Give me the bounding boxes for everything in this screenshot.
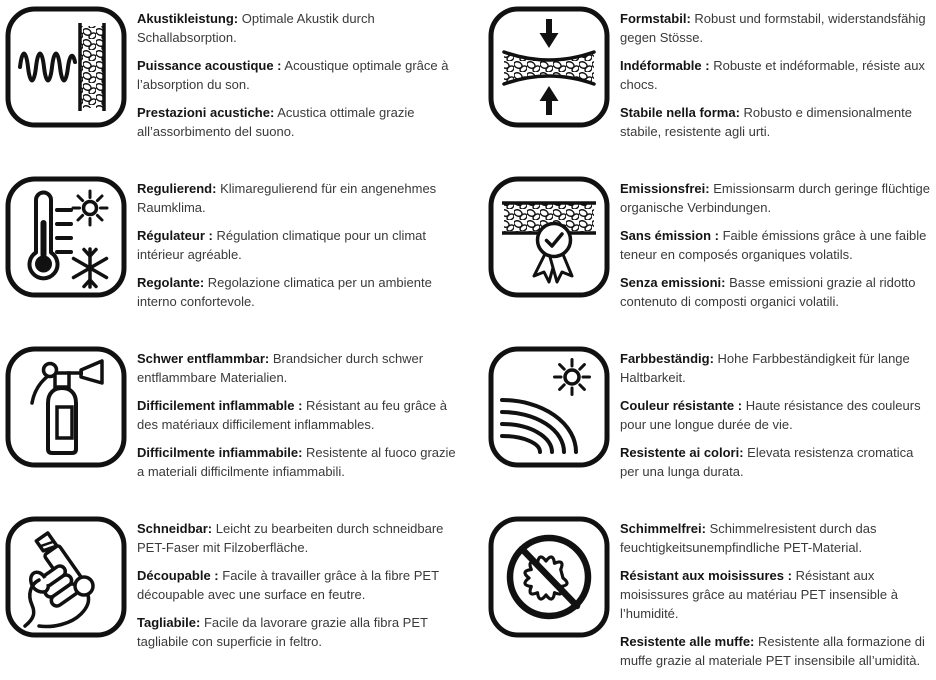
text-fr <box>620 56 932 94</box>
text-it <box>620 103 932 141</box>
text-fr <box>620 226 932 264</box>
text-fr <box>620 396 932 434</box>
label-de: Schneidbar: <box>137 521 213 536</box>
label-fr: Puissance acoustique : <box>137 58 282 73</box>
body-de: Brandsicher durch schwer entflammbare Materialien. <box>137 351 424 385</box>
label-fr: Régulateur : <box>137 228 213 243</box>
label-de: Schimmelfrei: <box>620 521 706 536</box>
body-it: Resistente al fuoco grazie a materiali difficilmente infiammabili. <box>137 445 456 479</box>
body-it: Acustica ottimale grazie all’assorbimento del suono. <box>137 105 415 139</box>
body-it: Basse emissioni grazie al ridotto contenuto di composti organici volatili. <box>620 275 916 309</box>
feature-texts <box>137 176 464 320</box>
label-it: Resistente alle muffe: <box>620 634 755 649</box>
body-it: Elevata resistenza cromatica per una lunga durata. <box>620 445 914 479</box>
feature-texts <box>620 6 932 150</box>
body-de: Robust und formstabil, widerstandsfähig gegen Stösse. <box>620 11 926 45</box>
label-it: Prestazioni acustiche: <box>137 105 275 120</box>
material-certificate-ribbon-icon <box>488 176 610 298</box>
body-de: Klimaregulierend für ein angenehmes Raumklima. <box>137 181 437 215</box>
text-fr <box>137 226 464 264</box>
feature-climate-regulating <box>0 170 468 340</box>
label-fr: Sans émission : <box>620 228 719 243</box>
body-it: Regolazione climatica per un ambiente interno confortevole. <box>137 275 432 309</box>
text-de <box>137 349 464 387</box>
body-fr: Acoustique optimale grâce à l’absorption du son. <box>137 58 449 92</box>
text-it <box>620 632 932 670</box>
feature-texts <box>620 346 932 490</box>
feature-shape-stability <box>468 0 936 170</box>
no-mold-icon <box>488 516 610 638</box>
label-it: Senza emissioni: <box>620 275 726 290</box>
text-it <box>137 273 464 311</box>
feature-texts <box>137 346 464 490</box>
body-fr: Résistant aux moisissures grâce au matériau PET insensible à l’humidité. <box>620 568 898 621</box>
label-it: Stabile nella forma: <box>620 105 740 120</box>
body-fr: Régulation climatique pour un climat intérieur agréable. <box>137 228 427 262</box>
label-de: Emissionsfrei: <box>620 181 710 196</box>
feature-acoustic-performance <box>0 0 468 170</box>
text-it <box>137 443 464 481</box>
text-it <box>137 103 464 141</box>
fire-extinguisher-icon <box>5 346 127 468</box>
body-fr: Faible émissions grâce à une faible teneur en composés organiques volatils. <box>620 228 927 262</box>
compression-arrows-icon <box>488 6 610 128</box>
text-de <box>137 179 464 217</box>
body-fr: Haute résistance des couleurs pour une longue durée de vie. <box>620 398 921 432</box>
text-de <box>620 349 932 387</box>
body-fr: Facile à travailler grâce à la fibre PET découpable avec une surface en feutre. <box>137 568 439 602</box>
text-de <box>137 9 464 47</box>
sound-absorption-icon <box>5 6 127 128</box>
text-it <box>620 273 932 311</box>
body-de: Leicht zu bearbeiten durch schneidbare PET-Faser mit Filzoberfläche. <box>137 521 444 555</box>
label-fr: Difficilement inflammable : <box>137 398 303 413</box>
thermometer-sun-snowflake-icon <box>5 176 127 298</box>
body-de: Schimmelresistent durch das feuchtigkeitsunempfindliche PET-Material. <box>620 521 877 555</box>
feature-colorfast <box>468 340 936 510</box>
feature-cuttable <box>0 510 468 680</box>
label-fr: Découpable : <box>137 568 219 583</box>
label-fr: Indéformable : <box>620 58 710 73</box>
text-de <box>620 9 932 47</box>
body-it: Robusto e dimensionalmente stabile, resistente agli urti. <box>620 105 912 139</box>
label-fr: Résistant aux moisissures : <box>620 568 792 583</box>
label-it: Resistente ai colori: <box>620 445 744 460</box>
body-it: Facile da lavorare grazie alla fibra PET tagliabile con superficie in feltro. <box>137 615 428 649</box>
body-de: Emissionsarm durch geringe flüchtige organische Verbindungen. <box>620 181 930 215</box>
feature-flame-retardant <box>0 340 468 510</box>
text-it <box>620 443 932 481</box>
body-fr: Robuste et indéformable, résiste aux chocs. <box>620 58 925 92</box>
feature-texts <box>137 516 464 660</box>
text-de <box>137 519 464 557</box>
label-de: Regulierend: <box>137 181 217 196</box>
feature-texts <box>620 516 932 679</box>
label-it: Difficilmente infiammabile: <box>137 445 303 460</box>
body-fr: Résistant au feu grâce à des matériaux difficilement inflammables. <box>137 398 447 432</box>
label-it: Regolante: <box>137 275 205 290</box>
text-fr <box>620 566 932 623</box>
label-de: Akustikleistung: <box>137 11 239 26</box>
label-de: Schwer entflammbar: <box>137 351 270 366</box>
body-de: Hohe Farbbeständigkeit für lange Haltbarkeit. <box>620 351 910 385</box>
body-de: Optimale Akustik durch Schallabsorption. <box>137 11 375 45</box>
label-it: Tagliabile: <box>137 615 201 630</box>
label-de: Farbbeständig: <box>620 351 714 366</box>
feature-low-emission <box>468 170 936 340</box>
feature-texts <box>620 176 932 320</box>
text-de <box>620 519 932 557</box>
text-fr <box>137 396 464 434</box>
rainbow-sun-icon <box>488 346 610 468</box>
label-de: Formstabil: <box>620 11 691 26</box>
body-it: Resistente alla formazione di muffe grazie al materiale PET insensibile all’umidità. <box>620 634 925 668</box>
text-fr <box>137 56 464 94</box>
hand-cutter-icon <box>5 516 127 638</box>
feature-texts <box>137 6 464 150</box>
text-de <box>620 179 932 217</box>
text-it <box>137 613 464 651</box>
label-fr: Couleur résistante : <box>620 398 743 413</box>
text-fr <box>137 566 464 604</box>
feature-mold-resistant <box>468 510 936 680</box>
